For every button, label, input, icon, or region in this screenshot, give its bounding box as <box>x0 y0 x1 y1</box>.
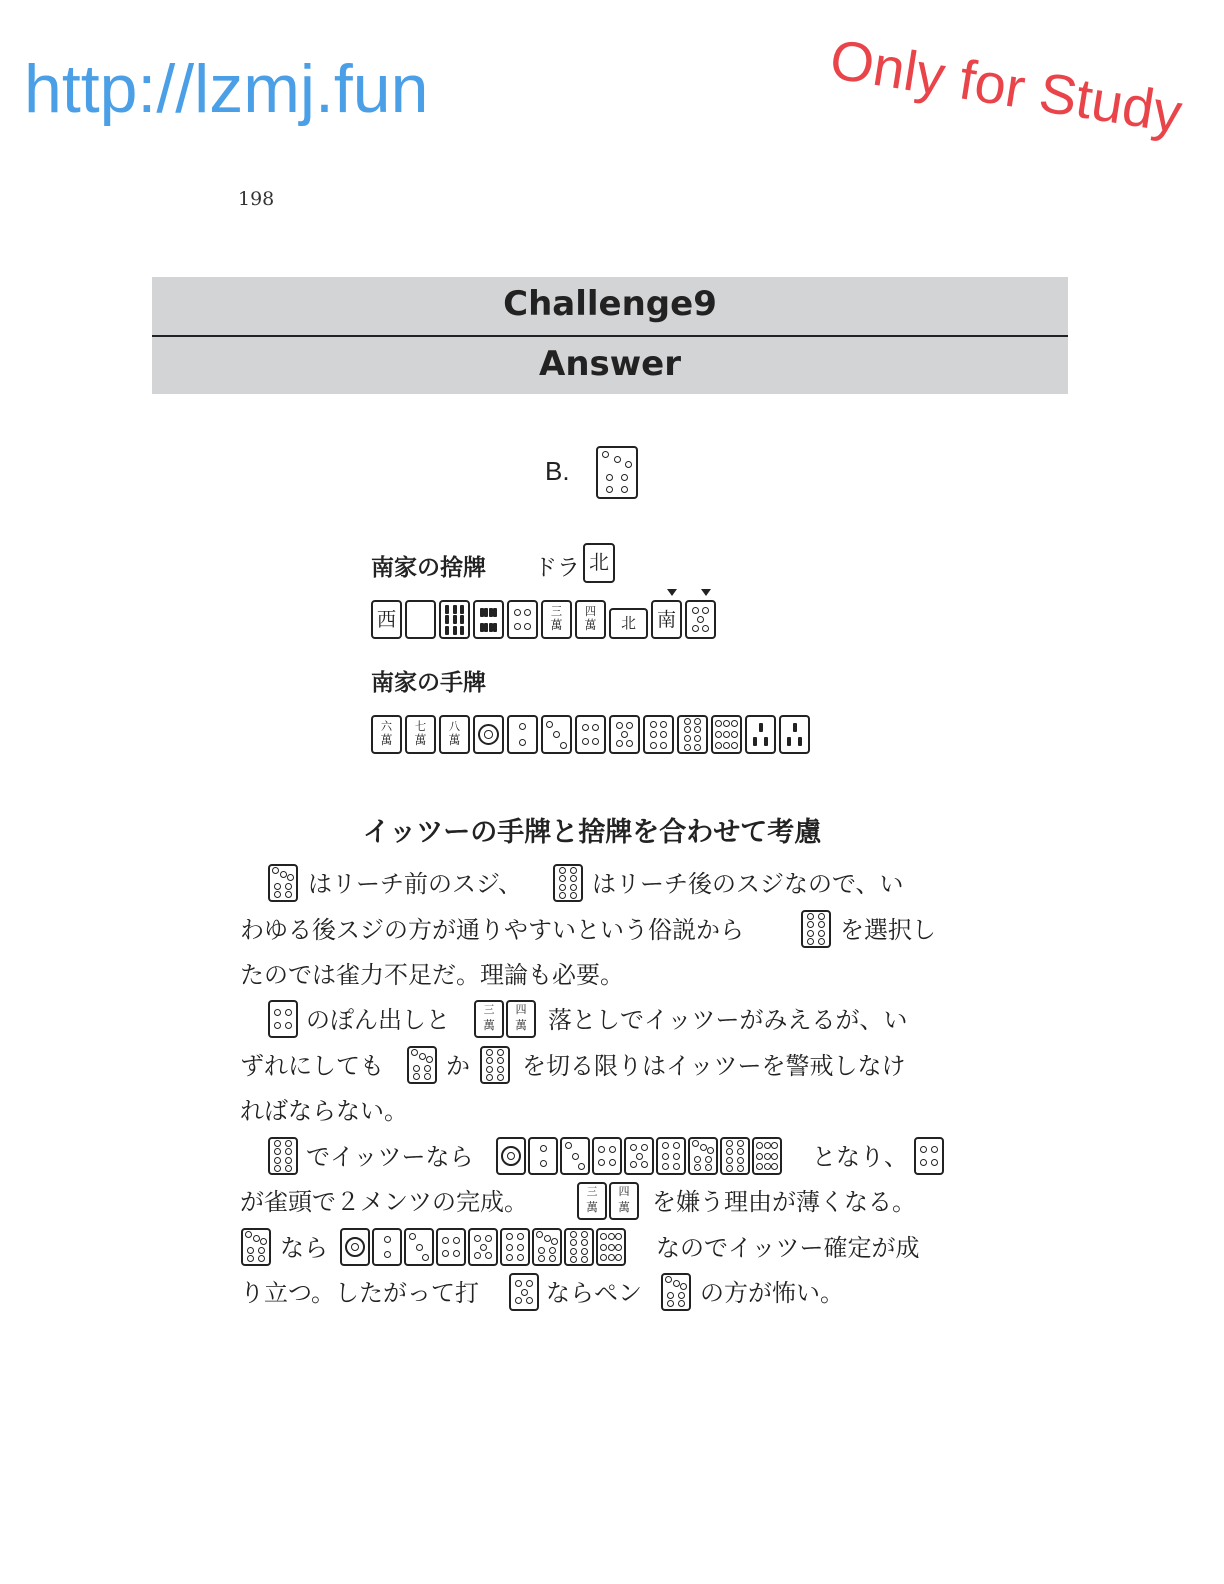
inline-tile <box>468 1228 498 1266</box>
hand-tile <box>507 715 538 754</box>
watermark-url: http://lzmj.fun <box>24 51 429 127</box>
discard-tile: 三 萬 <box>541 600 572 639</box>
hand-label: 南家の手牌 <box>371 670 486 696</box>
hand-tile <box>745 715 776 754</box>
discard-tile <box>405 600 436 639</box>
banner-subtitle: Answer <box>539 344 681 384</box>
discard-tile: 北 <box>609 608 648 639</box>
inline-tile <box>528 1137 558 1175</box>
body-text: なら <box>280 1234 328 1262</box>
discards-label: 南家の捨牌 <box>371 555 486 581</box>
hand-tile <box>541 715 572 754</box>
inline-tile <box>688 1137 718 1175</box>
discard-tile <box>473 600 504 639</box>
inline-tile: 四 萬 <box>506 1000 536 1038</box>
body-text: はリーチ後のスジなので、い <box>592 870 904 898</box>
inline-tile: 三 萬 <box>577 1182 607 1220</box>
hand-tile <box>575 715 606 754</box>
inline-tile <box>560 1137 590 1175</box>
inline-tile <box>500 1228 530 1266</box>
body-text: か <box>446 1052 470 1080</box>
inline-tile <box>532 1228 562 1266</box>
title-banner <box>152 277 1068 394</box>
inline-tile <box>496 1137 526 1175</box>
answer-tile <box>596 446 638 499</box>
banner-title: Challenge9 <box>503 284 717 324</box>
body-text: となり、 <box>812 1143 908 1171</box>
body-text: の方が怖い。 <box>700 1279 844 1307</box>
inline-tile <box>404 1228 434 1266</box>
discard-tile: 西 <box>371 600 402 639</box>
watermark-notice: Only for Study <box>825 26 1187 145</box>
body-text: なのでイッツー確定が成 <box>656 1234 920 1262</box>
inline-tile <box>720 1137 750 1175</box>
body-text: わゆる後スジの方が通りやすいという俗説から <box>240 916 744 944</box>
inline-tile <box>752 1137 782 1175</box>
marker-arrow <box>667 589 677 596</box>
hand-tile <box>779 715 810 754</box>
hand-tile <box>677 715 708 754</box>
body-text: を切る限りはイッツーを警戒しなけ <box>522 1052 906 1080</box>
inline-tile <box>407 1046 437 1084</box>
body-text: はリーチ前のスジ、 <box>308 870 523 898</box>
body-text: 落としでイッツーがみえるが、い <box>548 1006 908 1034</box>
body-text: たのでは雀力不足だ。理論も必要。 <box>240 961 624 989</box>
hand-tile <box>473 715 504 754</box>
body-text: が雀頭で２メンツの完成。 <box>240 1188 528 1216</box>
dora-label: ドラ <box>534 555 580 581</box>
body-text: ずれにしても <box>240 1052 384 1080</box>
inline-tile <box>480 1046 510 1084</box>
inline-tile <box>661 1273 691 1311</box>
inline-tile <box>624 1137 654 1175</box>
inline-tile: 三 萬 <box>474 1000 504 1038</box>
inline-tile <box>596 1228 626 1266</box>
answer-label: B. <box>545 456 570 486</box>
inline-tile <box>268 1137 298 1175</box>
marker-arrow <box>701 589 711 596</box>
body-text: のぽん出しと <box>306 1006 450 1034</box>
inline-tile <box>553 864 583 902</box>
inline-tile <box>656 1137 686 1175</box>
inline-tile <box>340 1228 370 1266</box>
banner-divider <box>152 335 1068 337</box>
inline-tile <box>914 1137 944 1175</box>
inline-tile <box>436 1228 466 1266</box>
body-text: でイッツーなら <box>306 1143 474 1171</box>
inline-tile <box>241 1228 271 1266</box>
inline-tile <box>372 1228 402 1266</box>
inline-tile <box>268 1000 298 1038</box>
discard-tile <box>507 600 538 639</box>
dora-tile: 北 <box>583 543 615 583</box>
body-text: を選択し <box>840 916 936 944</box>
hand-tile: 七 萬 <box>405 715 436 754</box>
hand-tile <box>711 715 742 754</box>
page-number: 198 <box>238 188 275 210</box>
body-text: ならペン <box>546 1279 642 1307</box>
inline-tile <box>268 864 298 902</box>
discard-tile: 南 <box>651 600 682 639</box>
body-text: り立つ。したがって打 <box>240 1279 480 1307</box>
inline-tile <box>801 910 831 948</box>
discard-tile <box>685 600 716 639</box>
body-text: ればならない。 <box>240 1097 408 1125</box>
discard-tile: 四 萬 <box>575 600 606 639</box>
inline-tile: 四 萬 <box>609 1182 639 1220</box>
discard-tile <box>439 600 470 639</box>
hand-tile <box>643 715 674 754</box>
hand-tile: 六 萬 <box>371 715 402 754</box>
inline-tile <box>509 1273 539 1311</box>
hand-tile: 八 萬 <box>439 715 470 754</box>
hand-tile <box>609 715 640 754</box>
inline-tile <box>564 1228 594 1266</box>
section-heading: イッツーの手牌と捨牌を合わせて考慮 <box>362 817 822 848</box>
inline-tile <box>592 1137 622 1175</box>
body-text: を嫌う理由が薄くなる。 <box>652 1188 916 1216</box>
